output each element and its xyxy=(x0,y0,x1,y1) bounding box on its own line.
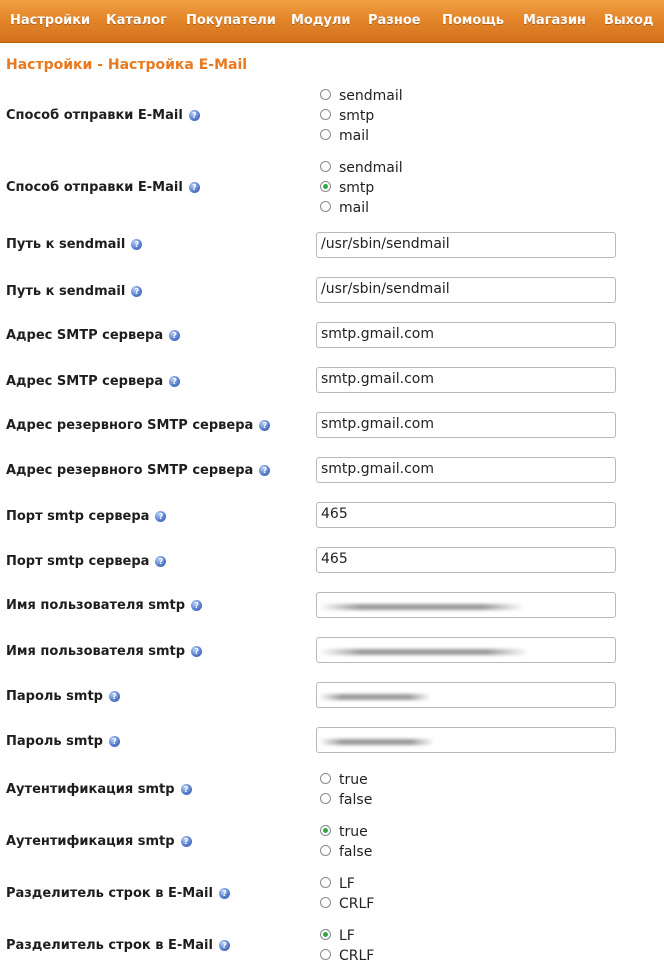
line-separator-option-crlf[interactable] xyxy=(320,948,375,964)
smtp-server-label xyxy=(6,328,180,343)
smtp-port-label xyxy=(6,509,166,524)
send-method-option-sendmail[interactable] xyxy=(320,88,403,108)
redacted-value xyxy=(319,604,524,610)
help-icon[interactable]: ? xyxy=(169,330,180,341)
smtp-auth-label xyxy=(6,834,192,849)
radio-icon[interactable] xyxy=(320,897,331,908)
option-label: false xyxy=(339,792,373,808)
line-separator-label xyxy=(6,938,230,953)
smtp-auth-option-true[interactable] xyxy=(320,824,368,844)
radio-selected-icon[interactable] xyxy=(320,181,331,192)
line-separator-option-lf[interactable] xyxy=(320,876,355,896)
option-label: smtp xyxy=(339,180,375,196)
nav-item-customers[interactable]: Покупатели xyxy=(186,13,276,28)
backup-smtp-server-label-text: Адрес резервного SMTP сервера xyxy=(6,463,254,478)
help-icon[interactable]: ? xyxy=(131,239,142,250)
help-icon[interactable]: ? xyxy=(189,110,200,121)
smtp-password-input[interactable] xyxy=(316,727,616,753)
line-separator-label xyxy=(6,886,230,901)
smtp-password-label-text: Пароль smtp xyxy=(6,734,103,749)
smtp-password-input[interactable] xyxy=(316,682,616,708)
radio-icon[interactable] xyxy=(320,161,331,172)
sendmail-path-input[interactable]: /usr/sbin/sendmail xyxy=(316,277,616,303)
smtp-user-input[interactable] xyxy=(316,592,616,618)
radio-icon[interactable] xyxy=(320,201,331,212)
help-icon[interactable]: ? xyxy=(181,784,192,795)
radio-icon[interactable] xyxy=(320,773,331,784)
redacted-value xyxy=(319,649,529,655)
backup-smtp-server-label-text: Адрес резервного SMTP сервера xyxy=(6,418,254,433)
smtp-password-label-text: Пароль smtp xyxy=(6,689,103,704)
smtp-server-input[interactable]: smtp.gmail.com xyxy=(316,367,616,393)
smtp-auth-option-false[interactable] xyxy=(320,844,372,864)
option-label: CRLF xyxy=(339,896,375,912)
backup-smtp-server-label xyxy=(6,463,270,478)
help-icon[interactable]: ? xyxy=(155,511,166,522)
smtp-password-label xyxy=(6,689,120,704)
smtp-auth-option-true[interactable] xyxy=(320,772,368,792)
smtp-user-label xyxy=(6,598,202,613)
radio-selected-icon[interactable] xyxy=(320,825,331,836)
sendmail-path-label-text: Путь к sendmail xyxy=(6,284,126,299)
help-icon[interactable]: ? xyxy=(109,736,120,747)
smtp-user-input[interactable] xyxy=(316,637,616,663)
smtp-server-label-text: Адрес SMTP сервера xyxy=(6,328,164,343)
nav-item-catalog[interactable]: Каталог xyxy=(106,13,167,28)
sendmail-path-input[interactable]: /usr/sbin/sendmail xyxy=(316,232,616,258)
line-separator-option-crlf[interactable] xyxy=(320,896,374,916)
option-label: smtp xyxy=(339,108,375,124)
help-icon[interactable]: ? xyxy=(189,182,200,193)
smtp-port-label xyxy=(6,554,166,569)
smtp-port-input[interactable]: 465 xyxy=(316,502,616,528)
option-label: LF xyxy=(339,876,355,892)
backup-smtp-server-label xyxy=(6,418,270,433)
send-method-option-smtp[interactable] xyxy=(320,180,374,200)
radio-icon[interactable] xyxy=(320,793,331,804)
option-label: false xyxy=(339,844,373,860)
page-title: Настройки - Настройка E-Mail xyxy=(6,57,248,73)
line-separator-label-text: Разделитель строк в E-Mail xyxy=(6,938,213,953)
smtp-user-label-text: Имя пользователя smtp xyxy=(6,644,186,659)
option-label: mail xyxy=(339,128,369,144)
help-icon[interactable]: ? xyxy=(259,420,270,431)
backup-smtp-server-input[interactable]: smtp.gmail.com xyxy=(316,457,616,483)
redacted-value xyxy=(319,739,434,745)
line-separator-option-lf[interactable] xyxy=(320,928,355,948)
radio-icon[interactable] xyxy=(320,845,331,856)
help-icon[interactable]: ? xyxy=(109,691,120,702)
help-icon[interactable]: ? xyxy=(131,286,142,297)
send-method-option-mail[interactable] xyxy=(320,200,369,220)
smtp-auth-label-text: Аутентификация smtp xyxy=(6,834,175,849)
nav-item-logout[interactable]: Выход xyxy=(604,13,654,28)
send-method-label xyxy=(6,108,200,123)
send-method-label-text: Способ отправки E-Mail xyxy=(6,180,183,195)
smtp-port-input[interactable]: 465 xyxy=(316,547,616,573)
help-icon[interactable]: ? xyxy=(169,376,180,387)
smtp-password-label xyxy=(6,734,120,749)
sendmail-path-label-text: Путь к sendmail xyxy=(6,237,126,252)
help-icon[interactable]: ? xyxy=(155,556,166,567)
help-icon[interactable]: ? xyxy=(219,888,230,899)
send-method-option-mail[interactable] xyxy=(320,128,369,148)
option-label: true xyxy=(339,824,368,840)
redacted-value xyxy=(319,694,431,700)
sendmail-path-label xyxy=(6,237,142,252)
sendmail-path-label xyxy=(6,284,142,299)
option-label: sendmail xyxy=(339,88,403,104)
smtp-user-label-text: Имя пользователя smtp xyxy=(6,598,186,613)
send-method-option-sendmail[interactable] xyxy=(320,160,403,180)
send-method-label-text: Способ отправки E-Mail xyxy=(6,108,183,123)
nav-item-help[interactable]: Помощь xyxy=(442,13,504,28)
option-label: sendmail xyxy=(339,160,403,176)
radio-icon[interactable] xyxy=(320,129,331,140)
radio-icon[interactable] xyxy=(320,109,331,120)
radio-icon[interactable] xyxy=(320,949,331,960)
help-icon[interactable]: ? xyxy=(219,940,230,951)
smtp-server-input[interactable]: smtp.gmail.com xyxy=(316,322,616,348)
nav-item-shop[interactable]: Магазин xyxy=(523,13,586,28)
option-label: true xyxy=(339,772,368,788)
smtp-auth-label-text: Аутентификация smtp xyxy=(6,782,175,797)
nav-item-settings[interactable]: Настройки xyxy=(10,13,91,28)
smtp-auth-option-false[interactable] xyxy=(320,792,372,812)
option-label: mail xyxy=(339,200,369,216)
nav-item-misc[interactable]: Разное xyxy=(368,13,421,28)
send-method-option-smtp[interactable] xyxy=(320,108,374,128)
option-label: CRLF xyxy=(339,948,375,964)
radio-selected-icon[interactable] xyxy=(320,929,331,940)
nav-item-modules[interactable]: Модули xyxy=(291,13,351,28)
smtp-server-label xyxy=(6,374,180,389)
radio-icon[interactable] xyxy=(320,89,331,100)
top-nav-bar xyxy=(0,0,664,43)
radio-icon[interactable] xyxy=(320,877,331,888)
option-label: LF xyxy=(339,928,355,944)
smtp-auth-label xyxy=(6,782,192,797)
line-separator-label-text: Разделитель строк в E-Mail xyxy=(6,886,213,901)
smtp-server-label-text: Адрес SMTP сервера xyxy=(6,374,164,389)
help-icon[interactable]: ? xyxy=(181,836,192,847)
smtp-port-label-text: Порт smtp сервера xyxy=(6,509,150,524)
send-method-label xyxy=(6,180,200,195)
help-icon[interactable]: ? xyxy=(259,465,270,476)
backup-smtp-server-input[interactable]: smtp.gmail.com xyxy=(316,412,616,438)
smtp-user-label xyxy=(6,644,202,659)
help-icon[interactable]: ? xyxy=(191,600,202,611)
smtp-port-label-text: Порт smtp сервера xyxy=(6,554,150,569)
help-icon[interactable]: ? xyxy=(191,646,202,657)
